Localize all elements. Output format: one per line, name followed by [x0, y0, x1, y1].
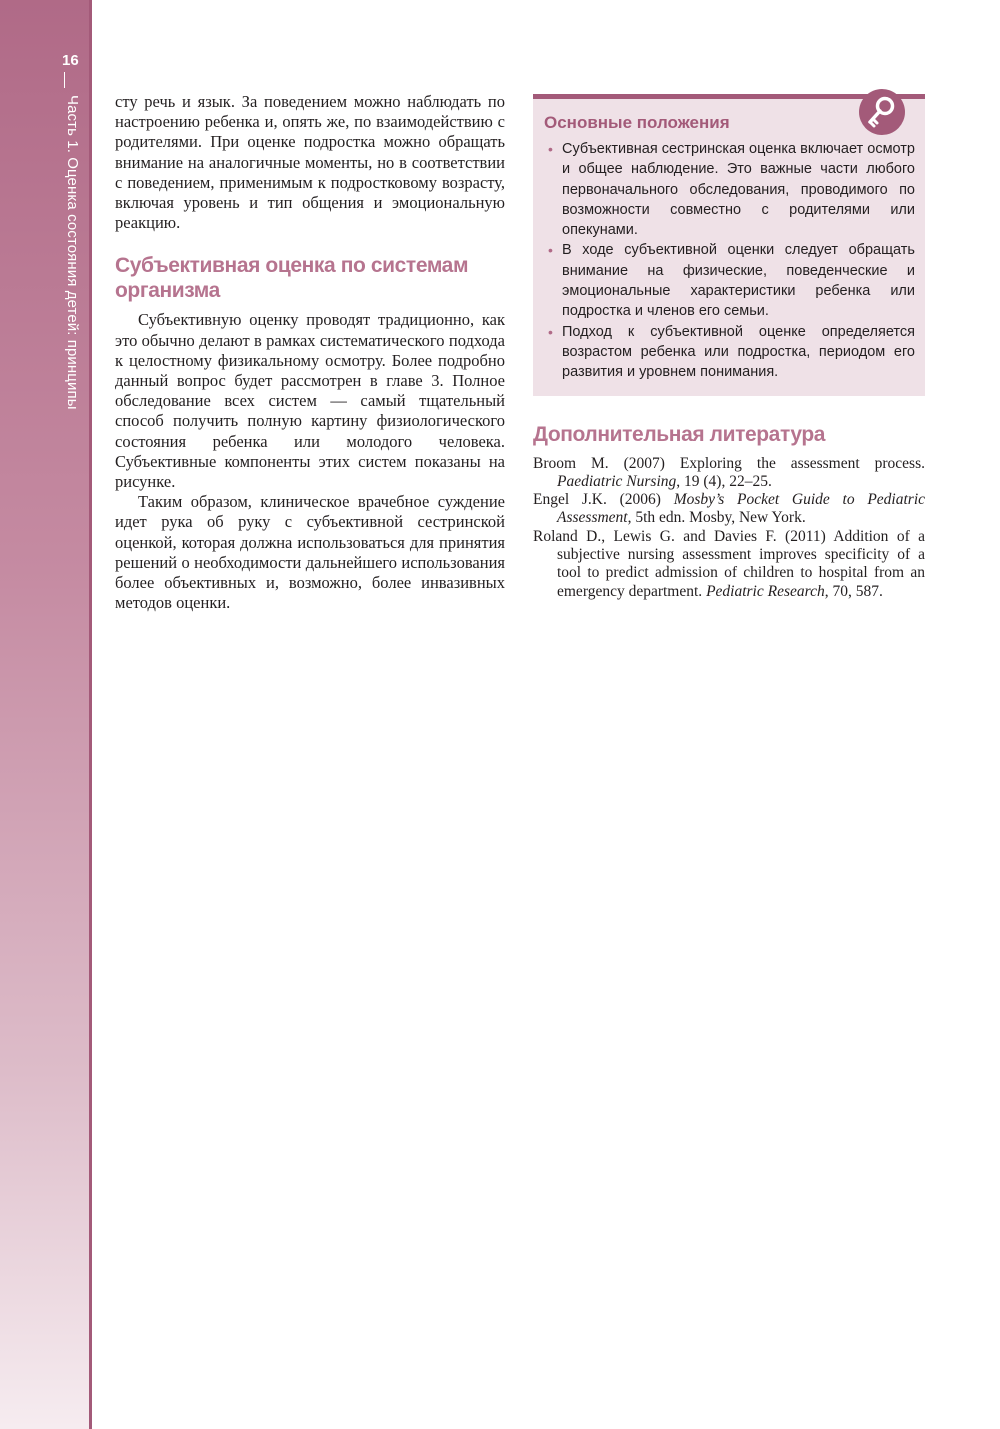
reference-item — [533, 455, 925, 492]
sidebar-rule — [89, 0, 92, 1429]
bullet: • — [548, 242, 553, 259]
list-item-text: В ходе субъективной оценки следует обращать внимание на физические, поведенческие и эмоциональные характеристики ребенка или подростка и членов его семьи. — [562, 242, 915, 320]
reference-item — [533, 528, 925, 601]
body-paragraph: Таким образом, клиническое врачебное суждение идет рука об руку с субъективной сестринской оценкой, которая должна использоваться для принятия решений о необходимости дальнейшего использования более объективных и, возможно, более инвазивных методов оценки. — [115, 492, 505, 613]
reference-details: , 5th edn. Mosby, New York. — [627, 509, 806, 527]
list-item — [544, 139, 915, 240]
list-item-text: Подход к субъективной оценке определяется возрастом ребенка или подростка, периодом его развития и уровнем понимания. — [562, 323, 915, 381]
reference-text: Engel J.K. (2006) — [533, 491, 674, 509]
list-item — [544, 240, 915, 321]
bullet: • — [548, 323, 553, 340]
section-heading: Субъективная оценка по системам организма — [115, 254, 469, 303]
reference-text: Roland D., Lewis G. and Davies F. (2011) Addition of a subjective nursing assessment improves specificity of a tool to predict admission of children to hospital from an emergency department. — [533, 527, 925, 600]
reference-details: , 70, 587. — [824, 582, 883, 600]
reference-journal: Pediatric Research — [706, 582, 825, 600]
bullet: • — [548, 141, 553, 157]
key-points-box — [533, 94, 925, 396]
page-number-divider — [64, 72, 65, 88]
reference-item — [533, 491, 925, 528]
right-column — [533, 94, 925, 601]
further-reading-heading: Дополнительная литература — [533, 422, 826, 446]
list-item — [544, 322, 915, 383]
reference-text: Broom M. (2007) Exploring the assessment process. — [533, 454, 925, 472]
running-head: Часть 1. Оценка состояния детей: принципы — [64, 95, 81, 410]
body-paragraph: сту речь и язык. За поведением можно наблюдать по настроению ребенка и, опять же, по взаимодействию с родителями. При оценке подростка можно обращать внимание на аналогичные моменты, но в соответствии с поведением, применимым к подростковому возрасту, включая уровень и тип общения и эмоциональную реакцию. — [115, 92, 505, 233]
page-number: 16 — [62, 52, 79, 69]
reference-details: , 19 (4), 22–25. — [676, 472, 772, 490]
left-column — [115, 92, 505, 613]
key-points-list — [544, 139, 915, 383]
key-points-title: Основные положения — [544, 113, 730, 132]
reference-journal: Paediatric Nursing — [557, 472, 677, 490]
key-icon — [859, 89, 905, 135]
list-item-text: Субъективная сестринская оценка включает осмотр и общее наблюдение. Это важные части любого первоначального обследования, проводимого по возможности совместно с родителями или опекунами. — [562, 141, 915, 239]
reference-book: Mosby’s Pocket Guide to Pediatric Assessment — [557, 491, 925, 527]
body-paragraph: Субъективную оценку проводят традиционно, как это обычно делают в рамках систематического подхода к целостному физикальному осмотру. Более подробно данный вопрос будет рассмотрен в главе 3. Полное обследование всех систем — самый тщательный способ получить полную картину физиологического состояния ребенка или молодого человека. Субъективные компоненты этих систем показаны на рисунке. — [115, 310, 505, 492]
